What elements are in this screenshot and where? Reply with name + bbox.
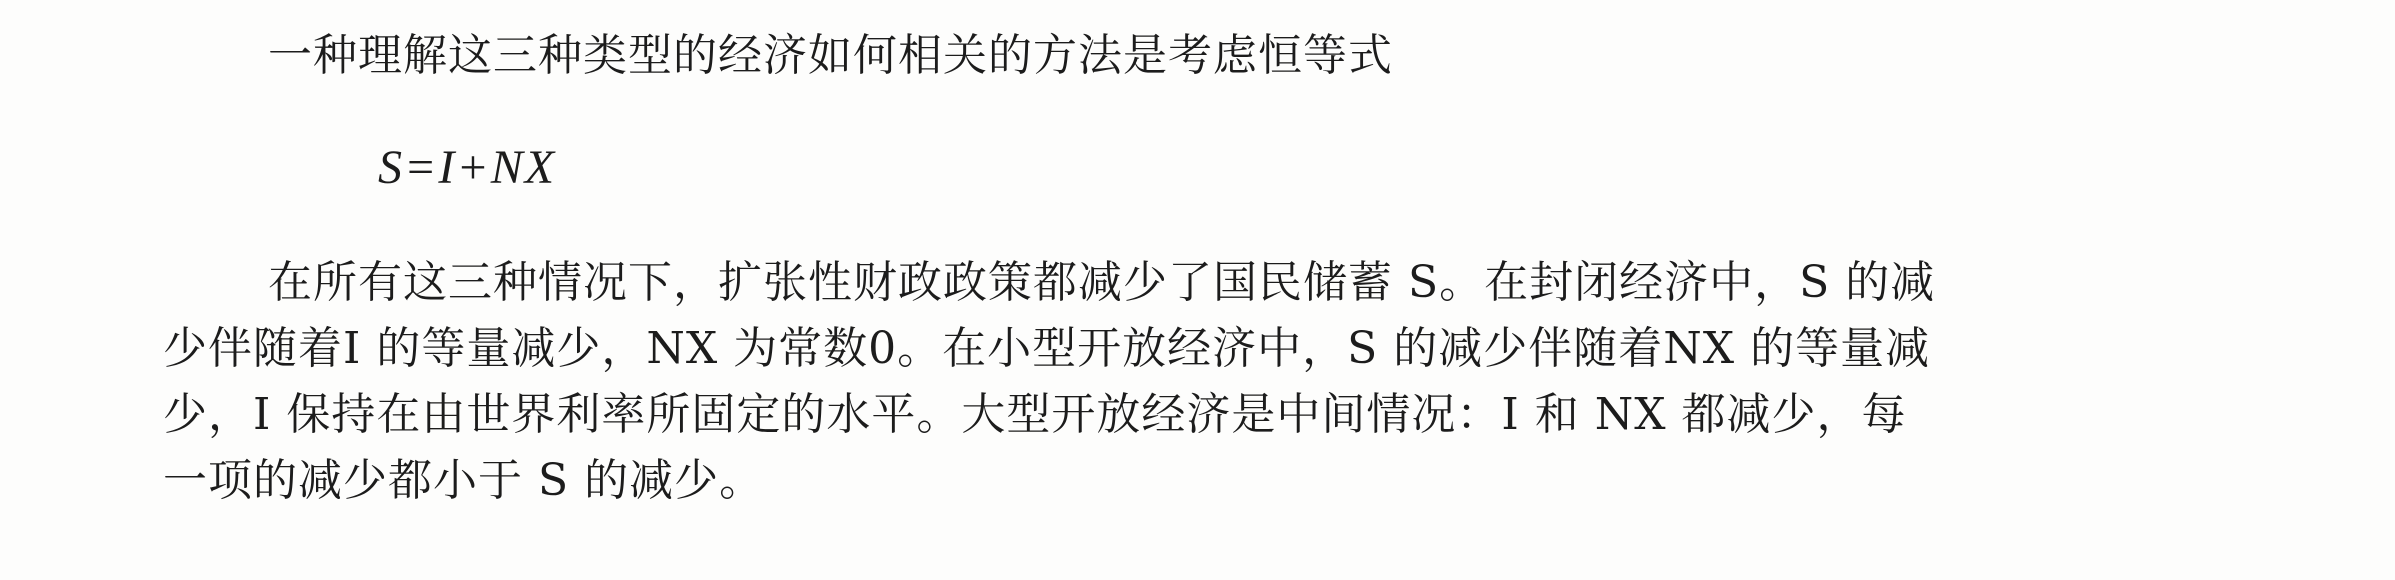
intro-sentence: 一种理解这三种类型的经济如何相关的方法是考虑恒等式 <box>268 30 1393 81</box>
body-paragraph <box>163 250 2378 514</box>
paragraph-line: 少，I 保持在由世界利率所固定的水平。大型开放经济是中间情况：I 和 NX 都减少，每 <box>163 389 1907 440</box>
paragraph-line: 在所有这三种情况下，扩张性财政政策都减少了国民储蓄 S。在封闭经济中，S 的减 <box>268 257 1936 308</box>
identity-equation: S=I+NX <box>378 141 557 194</box>
paragraph-line: 少伴随着I 的等量减少，NX 为常数0。在小型开放经济中，S 的减少伴随着NX 的等量减 <box>163 323 1931 374</box>
paragraph-line: 一项的减少都小于 S 的减少。 <box>163 455 765 506</box>
